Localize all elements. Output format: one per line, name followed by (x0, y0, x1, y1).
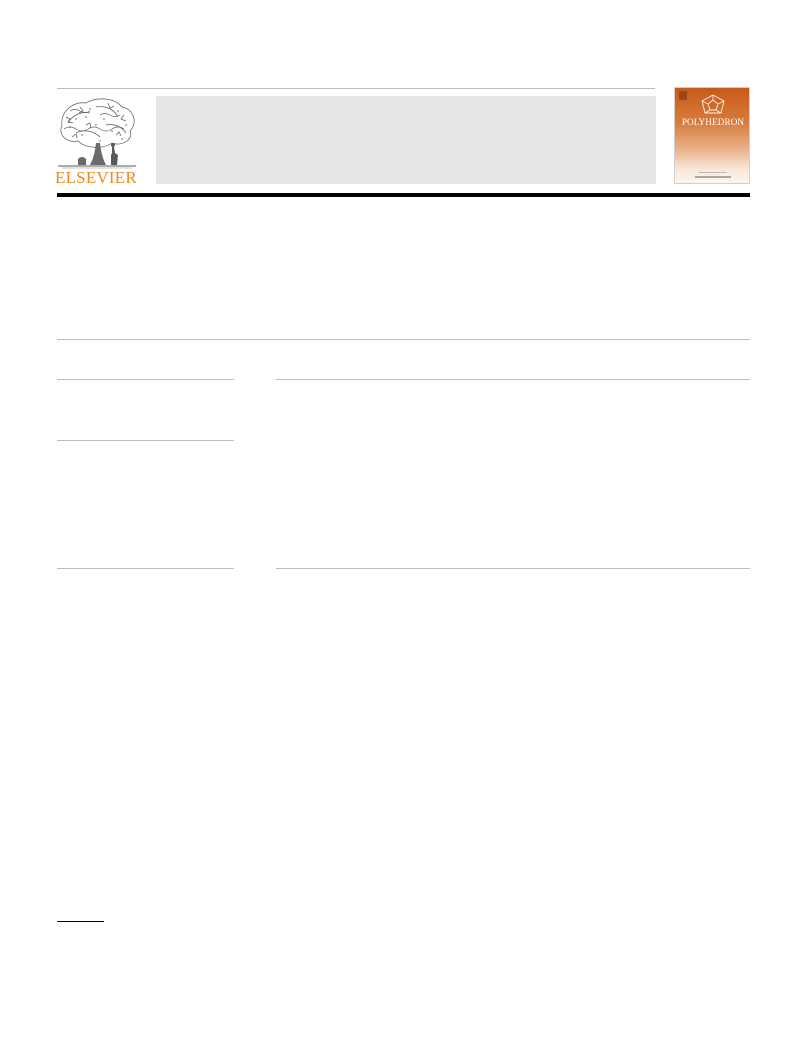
article-info-mid-rule (57, 440, 234, 441)
publisher-wordmark: ELSEVIER (55, 168, 137, 187)
header-divider (57, 193, 750, 197)
cover-publisher-mark (679, 91, 687, 100)
journal-cover (674, 87, 750, 184)
title-block-divider (57, 339, 750, 340)
cover-footer-line (699, 172, 727, 173)
journal-header-banner (156, 96, 656, 184)
journal-cover-title: POLYHEDRON (681, 117, 745, 127)
abstract-bottom-rule (276, 568, 750, 569)
polyhedron-emblem-icon (700, 94, 726, 116)
header-top-rule (57, 88, 655, 89)
cover-footer-publisher (695, 176, 731, 178)
abstract-top-rule (276, 379, 750, 380)
article-info-top-rule (57, 379, 234, 380)
footnote-separator (57, 921, 104, 922)
article-info-bottom-rule (57, 568, 234, 569)
